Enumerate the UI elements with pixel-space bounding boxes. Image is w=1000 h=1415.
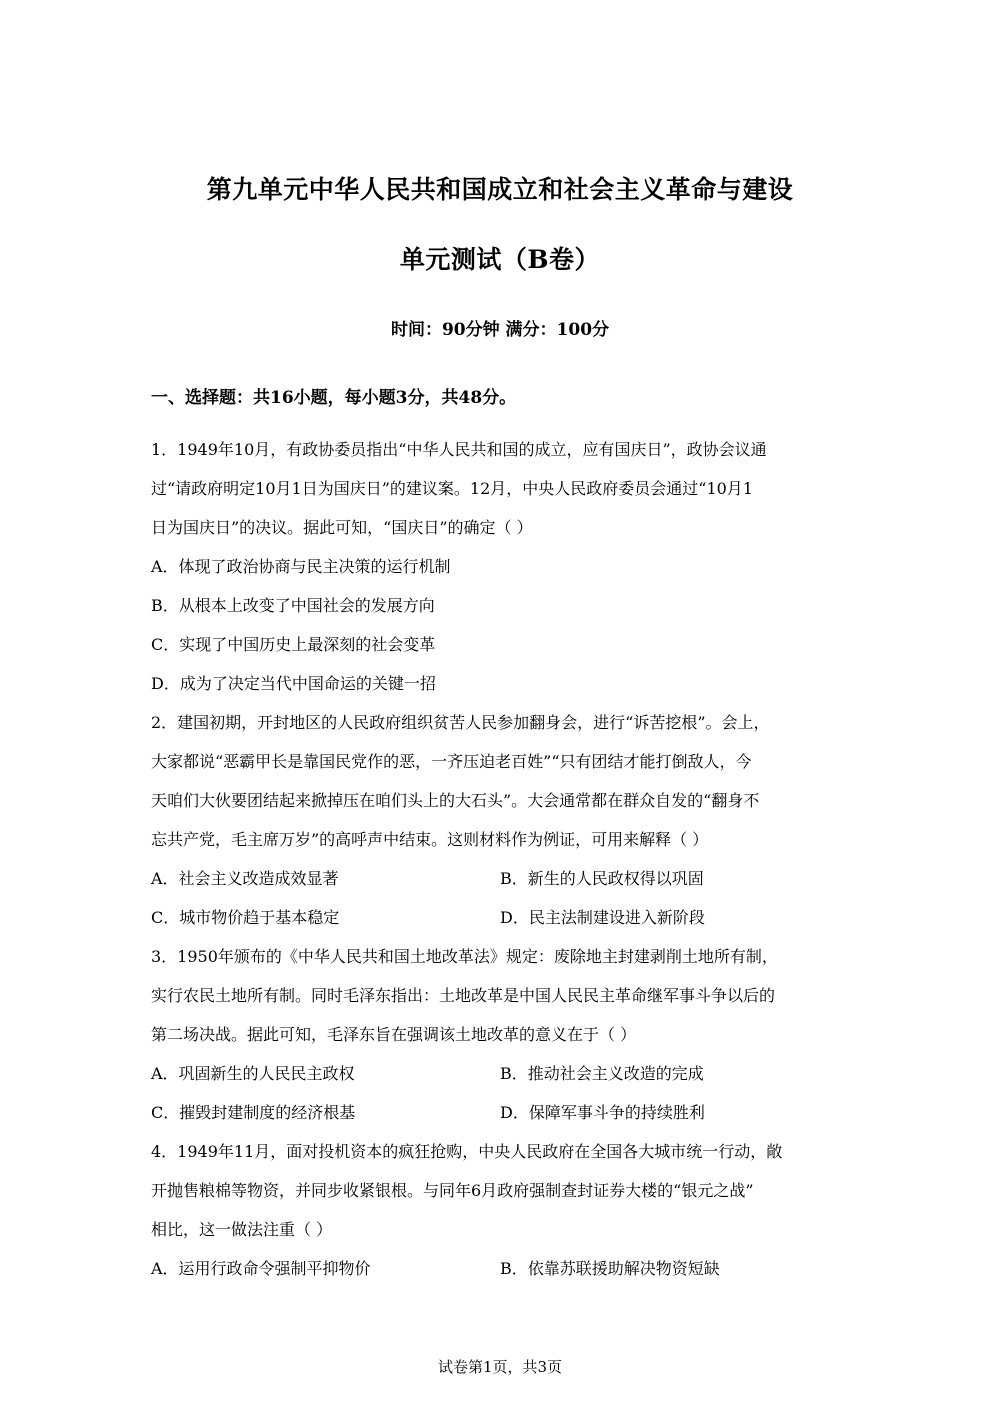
question-text-line: 4．1949年11月，面对投机资本的疯狂抢购，中央人民政府在全国各大城市统一行动，敞 xyxy=(151,1142,783,1161)
question-text-line: 日为国庆日”的决议。据此可知，“国庆日”的确定（ ） xyxy=(151,518,533,537)
exam-title-line2: 单元测试（B卷） xyxy=(399,245,601,274)
question-text-line: 3．1950年颁布的《中华人民共和国土地改革法》规定：废除地主封建剥削土地所有制， xyxy=(151,947,778,966)
option-row xyxy=(151,865,851,904)
question-1 xyxy=(151,436,851,709)
option-a: A．巩固新生的人民民主政权 xyxy=(151,1064,355,1083)
option-d: D．保障军事斗争的持续胜利 xyxy=(500,1103,705,1122)
question-text-line: 大家都说“恶霸甲长是靠国民党作的恶，一齐压迫老百姓”“只有团结才能打倒敌人，今 xyxy=(151,752,752,771)
option-row xyxy=(151,904,851,943)
question-list xyxy=(151,436,851,1294)
question-text-line: 忘共产党，毛主席万岁”的高呼声中结束。这则材料作为例证，可用来解释（ ） xyxy=(151,830,709,849)
question-4 xyxy=(151,1138,851,1294)
question-text-line: 过“请政府明定10月1日为国庆日”的建议案。12月，中央人民政府委员会通过“10月1 xyxy=(151,479,753,498)
option-c: C．城市物价趋于基本稳定 xyxy=(151,908,340,927)
option-b: B．依靠苏联援助解决物资短缺 xyxy=(500,1259,720,1278)
question-text-line: 第二场决战。据此可知，毛泽东旨在强调该土地改革的意义在于（ ） xyxy=(151,1025,637,1044)
option-d: D．成为了决定当代中国命运的关键一招 xyxy=(151,674,436,693)
option-c: C．实现了中国历史上最深刻的社会变革 xyxy=(151,635,436,654)
question-text-line: 开抛售粮棉等物资，并同步收紧银根。与同年6月政府强制查封证券大楼的“银元之战” xyxy=(151,1181,754,1200)
exam-time-score: 时间：90分钟 满分：100分 xyxy=(390,320,610,340)
question-2 xyxy=(151,709,851,943)
option-b: B．推动社会主义改造的完成 xyxy=(500,1064,704,1083)
option-c: C．摧毁封建制度的经济根基 xyxy=(151,1103,356,1122)
option-a: A．运用行政命令强制平抑物价 xyxy=(151,1259,371,1278)
option-row xyxy=(151,1060,851,1099)
exam-title-line1: 第九单元中华人民共和国成立和社会主义革命与建设 xyxy=(206,175,794,204)
option-b: B．新生的人民政权得以巩固 xyxy=(500,869,704,888)
option-b: B．从根本上改变了中国社会的发展方向 xyxy=(151,596,435,615)
question-text-line: 1．1949年10月，有政协委员指出“中华人民共和国的成立，应有国庆日”，政协会议通 xyxy=(151,440,767,459)
option-row xyxy=(151,1255,851,1294)
section-heading: 一、选择题：共16小题，每小题3分，共48分。 xyxy=(151,388,517,408)
question-text-line: 实行农民土地所有制。同时毛泽东指出：土地改革是中国人民民主革命继军事斗争以后的 xyxy=(151,986,776,1005)
page-footer: 试卷第1页，共3页 xyxy=(437,1358,563,1376)
question-text-line: 相比，这一做法注重（ ） xyxy=(151,1220,333,1239)
option-row xyxy=(151,1099,851,1138)
option-d: D．民主法制建设进入新阶段 xyxy=(500,908,705,927)
option-a: A．社会主义改造成效显著 xyxy=(151,869,339,888)
question-text-line: 天咱们大伙要团结起来掀掉压在咱们头上的大石头”。大会通常都在群众自发的“翻身不 xyxy=(151,791,760,810)
question-text-line: 2．建国初期，开封地区的人民政府组织贫苦人民参加翻身会，进行“诉苦挖根”。会上， xyxy=(151,713,770,732)
question-3 xyxy=(151,943,851,1138)
option-a: A．体现了政治协商与民主决策的运行机制 xyxy=(151,557,451,576)
